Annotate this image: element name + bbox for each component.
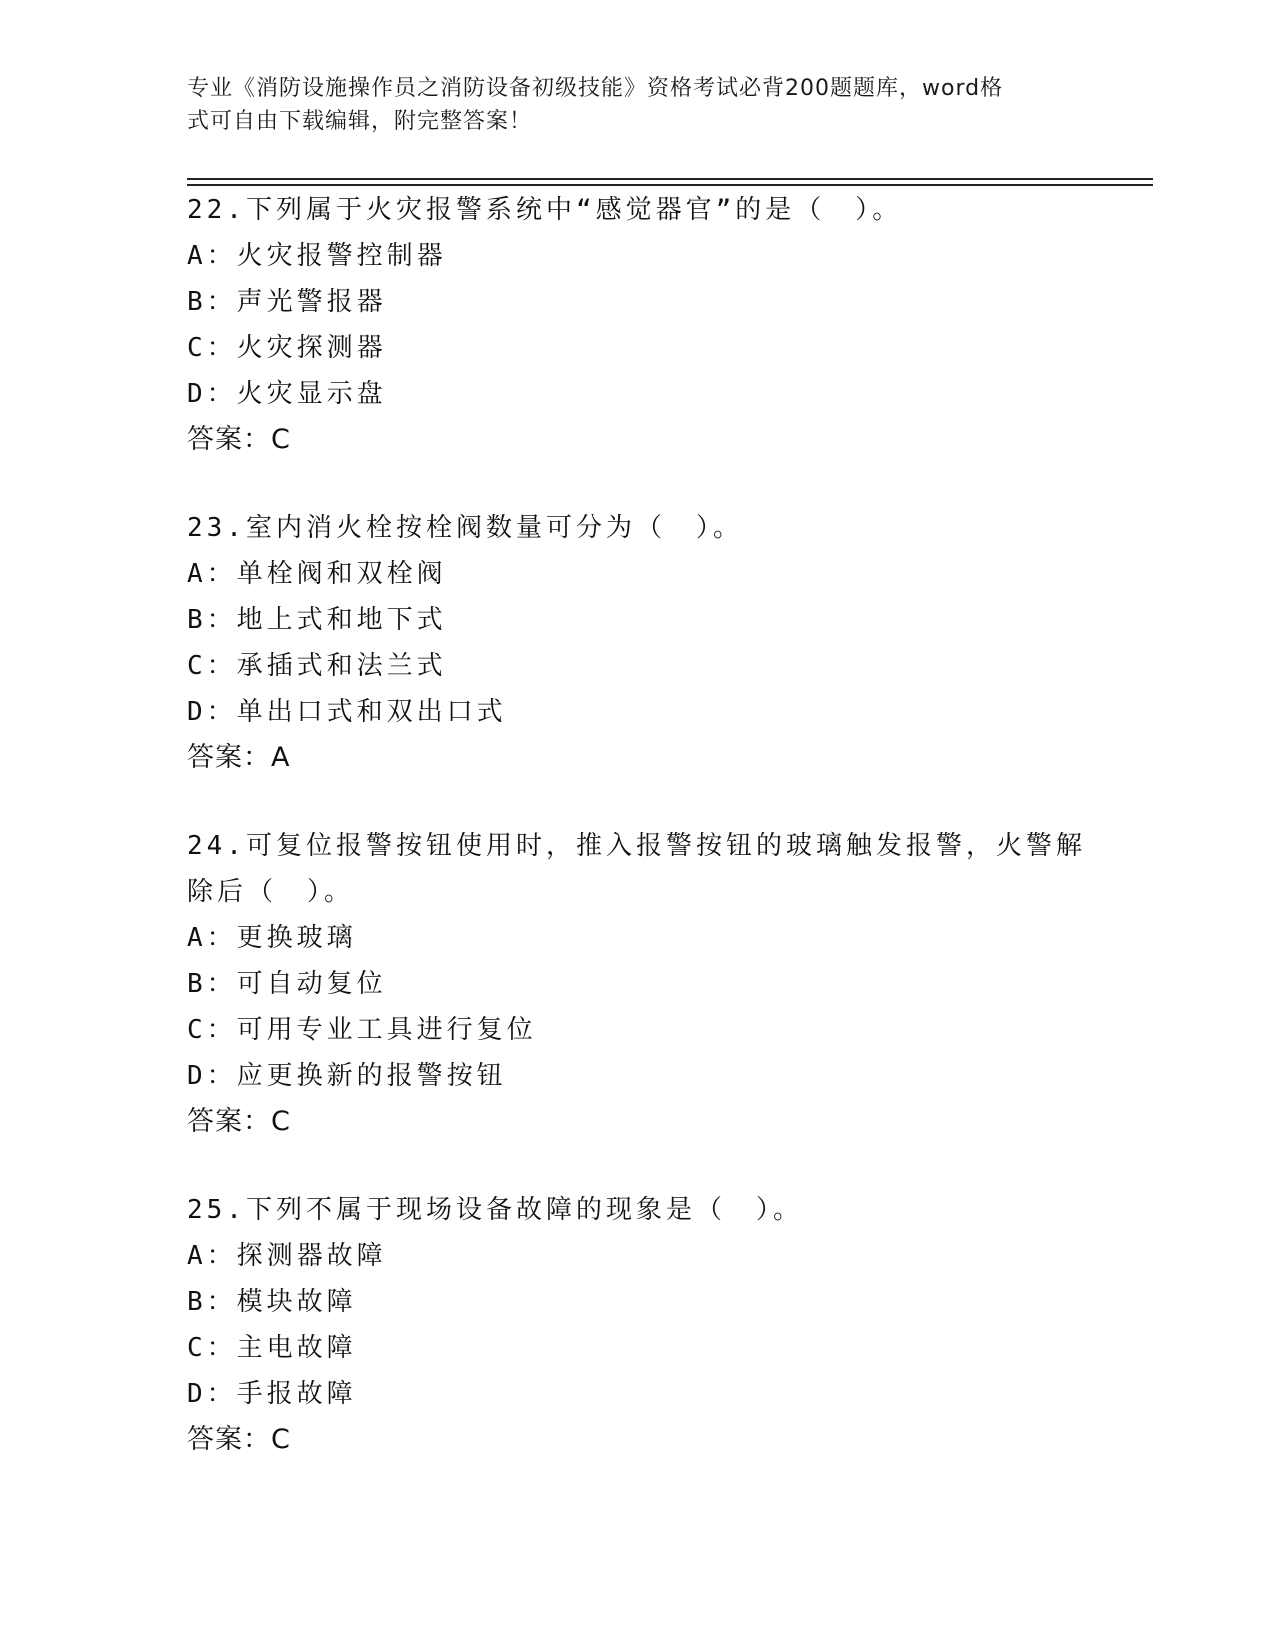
document-header (187, 72, 1067, 138)
header-divider-bottom (187, 184, 1153, 186)
answer: 答案：A (187, 742, 291, 773)
option-c: C：承插式和法兰式 (187, 651, 447, 681)
option-c: C：主电故障 (187, 1333, 357, 1363)
header-line-1: 专业《消防设施操作员之消防设备初级技能》资格考试必背200题题库，word格 (187, 76, 1004, 101)
option-a: A：火灾报警控制器 (187, 241, 447, 271)
option-d: D：火灾显示盘 (187, 379, 387, 409)
question-stem: 24.可复位报警按钮使用时，推入报警按钮的玻璃触发报警，火警解除后（ ）。 (187, 831, 1086, 907)
option-b: B：地上式和地下式 (187, 605, 447, 635)
option-d: D：应更换新的报警按钮 (187, 1061, 507, 1091)
header-divider-top (187, 178, 1153, 180)
question-list (187, 187, 1087, 1505)
answer: 答案：C (187, 1106, 291, 1137)
option-d: D：单出口式和双出口式 (187, 697, 507, 727)
header-line-2: 式可自由下载编辑，附完整答案！ (187, 109, 533, 134)
option-b: B：可自动复位 (187, 969, 387, 999)
option-a: A：更换玻璃 (187, 923, 357, 953)
option-b: B：模块故障 (187, 1287, 357, 1317)
question-24 (187, 823, 1087, 1145)
option-a: A：探测器故障 (187, 1241, 387, 1271)
option-d: D：手报故障 (187, 1379, 357, 1409)
question-25 (187, 1187, 1087, 1463)
answer: 答案：C (187, 1424, 291, 1455)
option-b: B：声光警报器 (187, 287, 387, 317)
question-stem: 25.下列不属于现场设备故障的现象是（ ）。 (187, 1195, 803, 1225)
option-c: C：火灾探测器 (187, 333, 387, 363)
option-a: A：单栓阀和双栓阀 (187, 559, 447, 589)
answer: 答案：C (187, 424, 291, 455)
option-c: C：可用专业工具进行复位 (187, 1015, 537, 1045)
question-23 (187, 505, 1087, 781)
question-stem: 23.室内消火栓按栓阀数量可分为（ ）。 (187, 513, 743, 543)
question-stem: 22.下列属于火灾报警系统中“感觉器官”的是（ ）。 (187, 195, 903, 225)
question-22 (187, 187, 1087, 463)
